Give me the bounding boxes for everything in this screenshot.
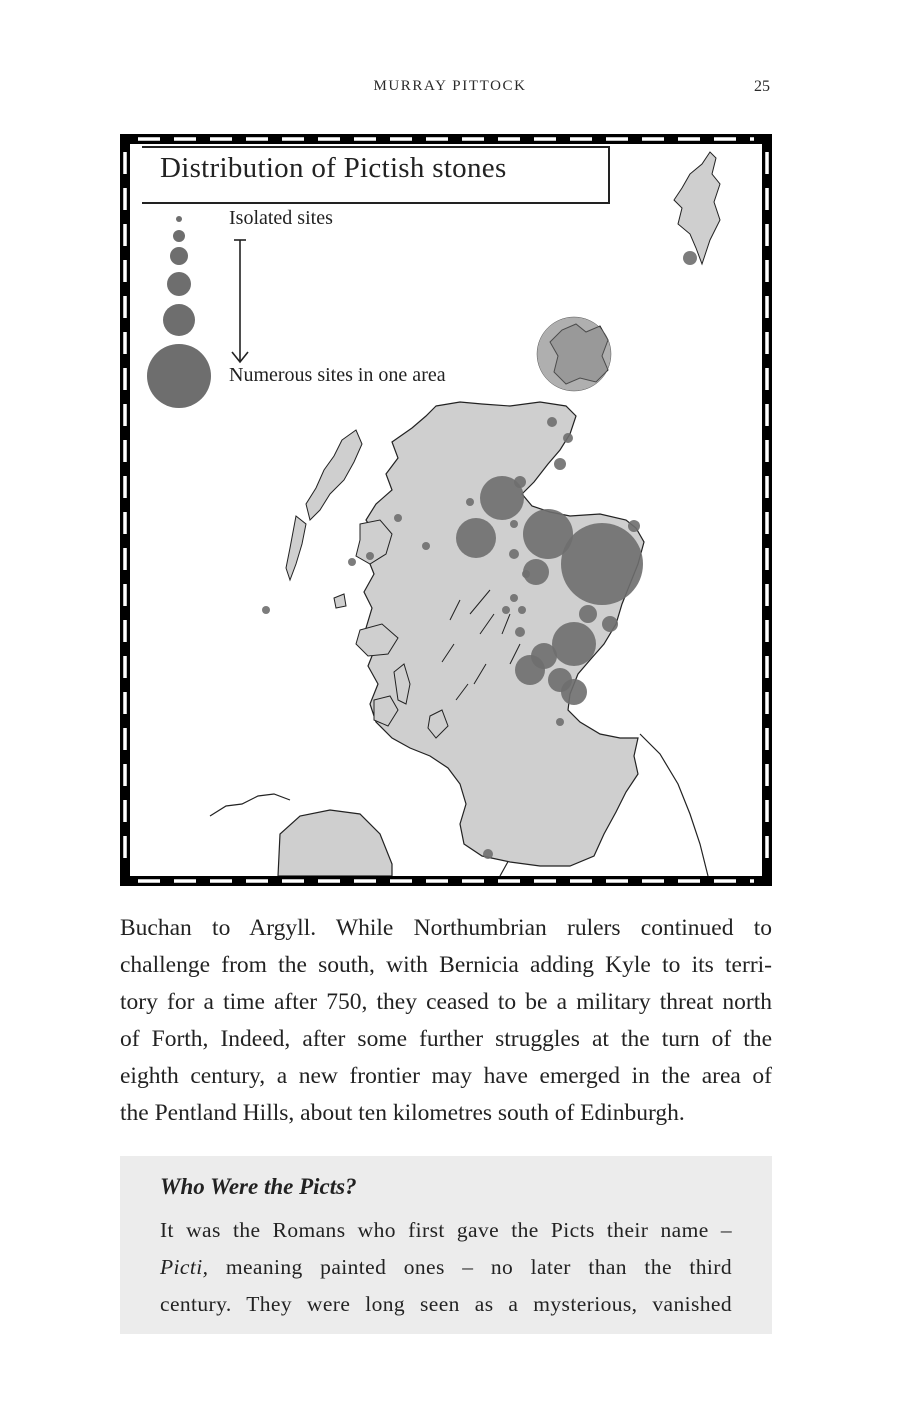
site-moray-2 — [510, 594, 518, 602]
sidebar-line-rest: meaning painted ones – no later than the third — [208, 1255, 732, 1279]
shetland-land — [674, 152, 720, 264]
england-coast — [640, 734, 708, 876]
map-figure — [120, 134, 772, 886]
site-inverness — [456, 518, 496, 558]
site-speyside — [522, 570, 530, 578]
site-sutherland-2 — [466, 498, 474, 506]
body-line: eighth century, a new frontier may have emerged in the area of — [120, 1063, 772, 1089]
lewis-harris — [306, 430, 362, 520]
site-caithness-3 — [554, 458, 566, 470]
ireland-land — [278, 810, 392, 876]
site-inner-2 — [518, 606, 526, 614]
site-mearns — [602, 616, 618, 632]
sidebar-text — [160, 1212, 732, 1323]
ireland-coast — [210, 794, 290, 816]
body-line: of Forth, Indeed, after some further struggles at the turn of the — [120, 1026, 772, 1052]
site-angus — [552, 622, 596, 666]
legend-dot-6 — [147, 344, 211, 408]
small-isle — [334, 594, 346, 608]
legend-dot-1 — [176, 216, 182, 222]
site-banff — [510, 520, 518, 528]
legend-bottom-label: Numerous sites in one area — [229, 364, 446, 386]
sidebar-heading: Who Were the Picts? — [160, 1174, 357, 1199]
body-paragraph — [120, 910, 772, 1132]
site-skye — [394, 514, 402, 522]
site-west-1 — [348, 558, 356, 566]
site-galloway — [483, 849, 493, 859]
map-title: Distribution of Pictish stones — [160, 152, 507, 184]
site-caithness-1 — [547, 417, 557, 427]
site-moray-firth — [480, 476, 524, 520]
site-aberdeen-n — [628, 520, 640, 532]
legend-dot-3 — [170, 247, 188, 265]
site-lochaber — [422, 542, 430, 550]
sidebar-line: It was the Romans who first gave the Picts their name – — [160, 1218, 732, 1242]
site-caithness-2 — [563, 433, 573, 443]
site-argyll — [366, 552, 374, 560]
legend-size-scale — [147, 216, 211, 408]
sidebar-line: century. They were long seen as a mysterious, vanished — [160, 1292, 732, 1316]
site-shetland — [683, 251, 697, 265]
uist — [286, 516, 306, 580]
page-number: 25 — [754, 78, 770, 95]
scotland-mainland — [364, 402, 644, 866]
site-buchan — [561, 523, 643, 605]
sidebar-box — [120, 1156, 772, 1334]
site-west-2 — [262, 606, 270, 614]
legend-arrow — [232, 240, 248, 362]
legend-dot-5 — [163, 304, 195, 336]
body-line: Buchan to Argyll. While Northumbrian rulers continued to — [120, 915, 772, 941]
body-line: challenge from the south, with Bernicia adding Kyle to its terri- — [120, 952, 772, 978]
map-svg — [130, 144, 762, 876]
site-orkney — [537, 317, 611, 391]
legend-dot-4 — [167, 272, 191, 296]
legend-dot-2 — [173, 230, 185, 242]
site-athol — [515, 627, 525, 637]
sidebar-line — [160, 1249, 732, 1286]
site-deeside — [579, 605, 597, 623]
map-canvas — [130, 144, 762, 876]
site-forth — [556, 718, 564, 726]
legend-top-label: Isolated sites — [229, 207, 333, 229]
site-perth — [515, 655, 545, 685]
running-head — [0, 78, 900, 98]
body-line: tory for a time after 750, they ceased to be a military threat north — [120, 989, 772, 1015]
site-fife — [561, 679, 587, 705]
body-line: the Pentland Hills, about ten kilometres south of Edinburgh. — [120, 1100, 685, 1126]
site-strathbogie — [509, 549, 519, 559]
sidebar-italic-term: Picti, — [160, 1255, 209, 1279]
running-head-author: MURRAY PITTOCK — [373, 78, 527, 94]
site-inner-1 — [502, 606, 510, 614]
